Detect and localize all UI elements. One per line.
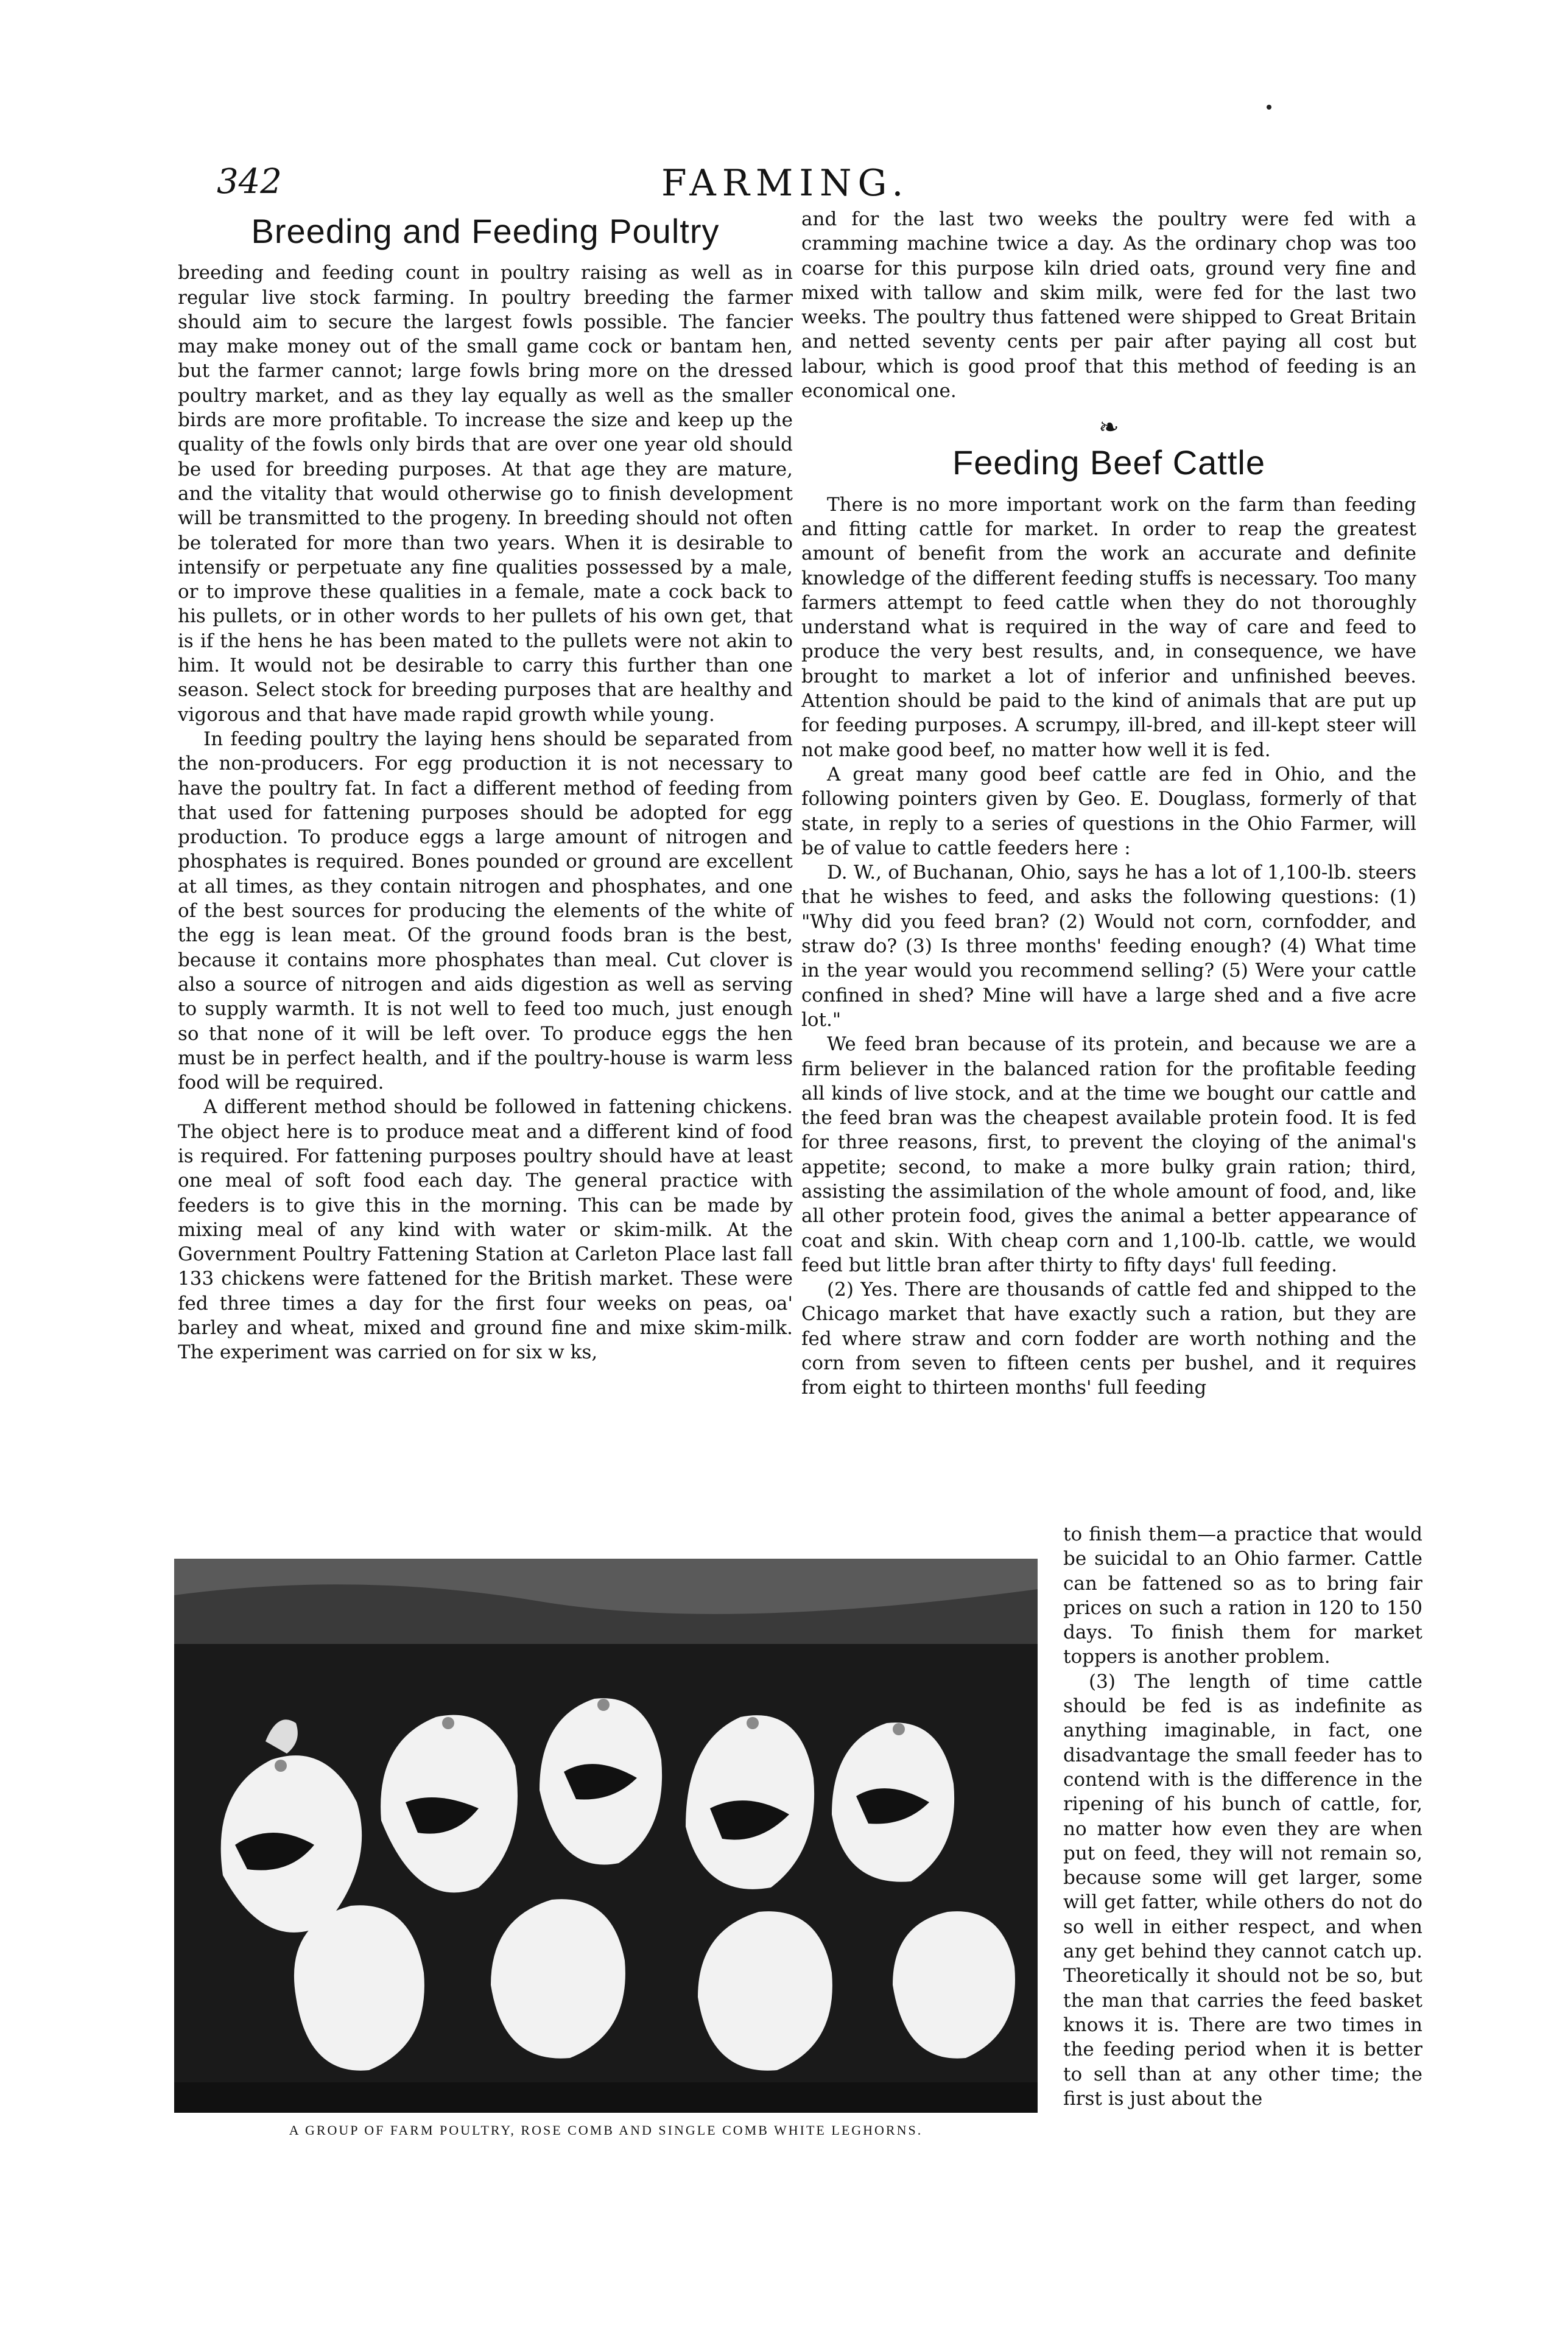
right-column <box>801 207 1416 1400</box>
print-speck <box>1267 105 1271 110</box>
cattle-paragraph: A great many good beef cattle are fed in Ohio, and the following pointers given by Geo. E. Douglass, formerly of that state, in reply to a series of questions in the Ohio Farmer, will be of value to cattle feeders here : <box>801 763 1416 859</box>
cattle-paragraph: We feed bran because of its protein, and because we are a firm believer in the balanced ration for the profitable feeding all kinds of live stock, and at the time we bought our cattle and the feed bran was the cheapest available protein food. It is fed for three reasons, first, to prevent the cloying of the animal's appetite; second, to make a more bulky grain ration; third, assisting the assimilation of the whole amount of food, and, like all other protein food, gives the animal a better appearance of coat and skin. With cheap corn and 1,100-lb. cattle, we would feed but little bran after thirty to fifty days' full feeding. <box>801 1033 1416 1276</box>
poultry-paragraph: A different method should be followed in fattening chickens. The object here is to produce meat and a different kind of food is required. For fattening purposes poultry should have at least one meal of soft food each day. The general practice with feeders is to give this in the morning. This can be made by mixing meal of any kind with water or skim-milk. At the Government Poultry Fattening Station at Carleton Place last fall 133 chickens were fattened for the British market. These were fed three times a day for the first four weeks on peas, oa' barley and wheat, mixed and ground fine and mixe skim-milk. The experiment was carried on for six w ks, <box>178 1096 793 1364</box>
cattle-paragraph: to finish them—a practice that would be suicidal to an Ohio farmer. Cattle can be fattened so as to bring fair prices on such a ration in 120 to 150 days. To finish them for market toppers is another problem. <box>1063 1523 1422 1668</box>
poultry-photograph <box>174 1559 1038 2113</box>
cattle-paragraph: (2) Yes. There are thousands of cattle fed and shipped to the Chicago market that have exactly such a ration, but they are fed where straw and corn fodder are worth nothing and the corn from seven to fifteen cents per bushel, and it requires from eight to thirteen months' full feeding <box>801 1279 1416 1399</box>
cattle-paragraph: There is no more important work on the farm than feeding and fitting cattle for market. In order to reap the greatest amount of benefit from the work an accurate and definite knowledge of the different feeding stuffs is necessary. Too many farmers attempt to feed cattle when they do not thoroughly understand what is required in the way of care and feed to produce the very best results, and, in consequence, we have brought to market a lot of inferior and unfinished beeves. Attention should be paid to the kind of animals that are put up for feeding purposes. A scrumpy, ill-bred, and ill-kept steer will not make good beef, no matter how well it is fed. <box>801 493 1416 761</box>
left-column <box>178 207 793 1365</box>
poultry-continuation: and for the last two weeks the poultry were fed with a cramming machine twice a day. As the ordinary chop was too coarse for this purpose kiln dried oats, ground very fine and mixed with tallow and skim milk, were fed for the last two weeks. The poultry thus fattened were shipped to Great Britain and netted seventy cents per pair after paying all cost but labour, which is good proof that this method of feeding is an economical one. <box>801 208 1416 402</box>
page-number: 342 <box>217 162 282 202</box>
article-title-poultry: Breeding and Feeding Poultry <box>251 212 720 250</box>
cattle-paragraph: (3) The length of time cattle should be fed is as indefinite as anything imaginable, in fact, one disadvantage the small feeder has to contend with is the difference in the ripening of his bunch of cattle, for, no matter how even they are when put on feed, they will not remain so, because some will get larger, some will get fatter, while others do not do so well in either respect, and when any get behind they cannot catch up. Theoretically it should not be so, but the man that carries the feed basket knows it is. There are two times in the feeding period when it is better to sell than at any other time; the first is just about the <box>1063 1670 1422 2110</box>
running-title: FARMING. <box>661 162 910 205</box>
cattle-paragraph: D. W., of Buchanan, Ohio, says he has a lot of 1,100-lb. steers that he wishes to feed, and asks the following questions: (1) "Why did you feed bran? (2) Would not corn, cornfodder, and straw do? (3) Is three months' feeding enough? (4) What time in the year would you recommend selling? (5) Were your cattle confined in shed? Mine will have a large shed and a five acre lot." <box>801 862 1416 1031</box>
poultry-paragraph: In feeding poultry the laying hens should be separated from the non-producers. For egg production it is not necessary to have the poultry fat. In fact a different method of feeding from that used for fattening purposes should be adopted for egg production. To produce eggs a large amount of nitrogen and phosphates is required. Bones pounded or ground are excellent at all times, as they contain nitrogen and phosphates, and one of the best sources for producing the elements of the white of the egg is lean meat. Of the ground foods bran is the best, because it contains more phosphates than meal. Cut clover is also a source of nitrogen and aids digestion as well as serving to supply warmth. It is not well to feed too much, just enough so that none of it will be left over. To produce eggs the hen must be in perfect health, and if the poultry-house is warm less food will be required. <box>178 728 793 1094</box>
poultry-photo-illustration <box>174 1559 1038 2113</box>
article-title-cattle: Feeding Beef Cattle <box>952 443 1265 482</box>
section-ornament: ❧ <box>1099 413 1119 442</box>
figure-caption: A GROUP OF FARM POULTRY, ROSE COMB AND SINGLE COMB WHITE LEGHORNS. <box>289 2123 923 2138</box>
right-narrow-column <box>1063 1522 1422 2111</box>
poultry-paragraph: breeding and feeding count in poultry raising as well as in regular live stock farming. In poultry breeding the farmer should aim to secure the largest fowls possible. The fancier may make money out of the small game cock or bantam hen, but the farmer cannot; large fowls bring more on the dressed poultry market, and as they lay equally as well as the smaller birds are more profitable. To increase the size and keep up the quality of the fowls only birds that are over one year old should be used for breeding purposes. At that age they are mature, and the vitality that would otherwise go to finish development will be transmitted to the progeny. In breeding should not often be tolerated for more than two years. When it is desirable to intensify or perpetuate any fine qualities possessed by a male, or to improve these qualities in a female, mate a cock back to his pullets, or in other words to her pullets of his own get, that is if the hens he has been mated to the pullets were not akin to him. It would not be desirable to carry this further than one season. Select stock for breeding purposes that are healthy and vigorous and that have made rapid growth while young. <box>178 262 793 726</box>
